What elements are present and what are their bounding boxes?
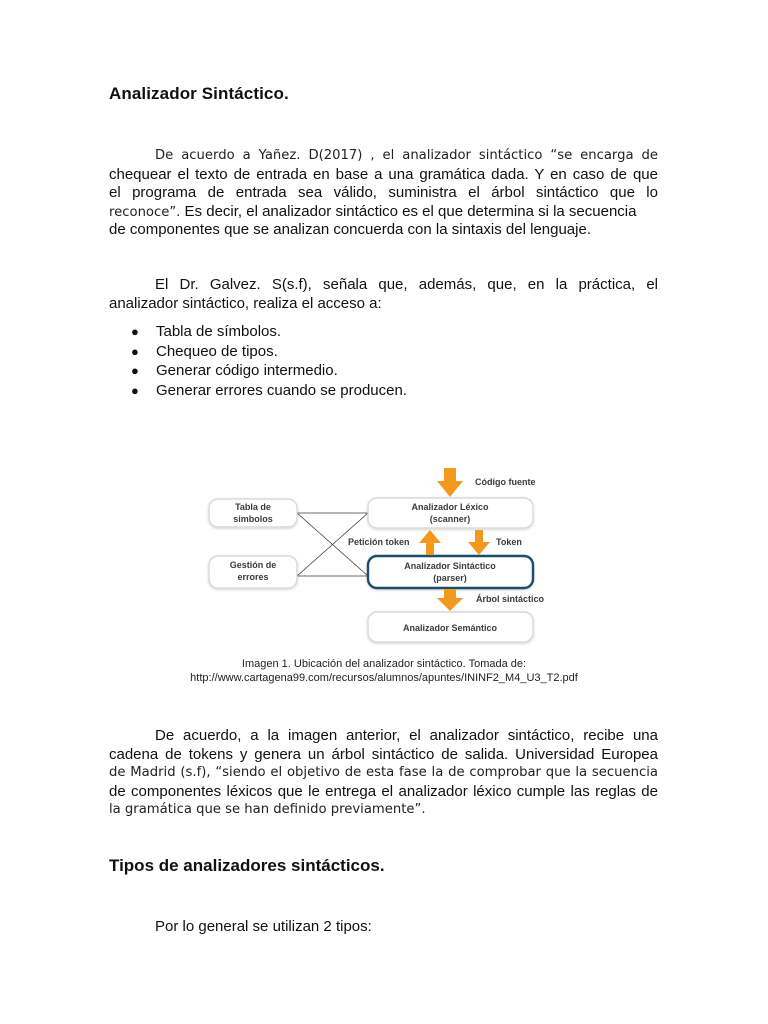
bullet-list [109, 322, 407, 400]
box-label: Analizador Sintáctico [404, 561, 496, 571]
bullet-icon: ● [131, 343, 139, 359]
flow-arrows [419, 468, 490, 611]
paragraph-line: analizador sintáctico, realiza el acceso a: [109, 294, 382, 312]
box-analizador-sintactico [368, 556, 533, 588]
paragraph-line: De acuerdo a Yañez. D(2017) , el analizador sintáctico “se encarga de [155, 148, 658, 163]
list-item: ● Tabla de símbolos. [131, 323, 282, 340]
arrow-down-icon [468, 530, 490, 555]
paragraph-galvez [109, 276, 658, 313]
arrow-down-icon [437, 589, 463, 611]
label-token: Token [496, 537, 522, 547]
box-tabla-simbolos [209, 499, 297, 527]
list-item: ● Generar errores cuando se producen. [131, 381, 407, 399]
bullet-icon: ● [131, 382, 139, 398]
parser-diagram [200, 464, 560, 650]
bullet-icon: ● [131, 363, 139, 379]
page-title: Analizador Sintáctico. [109, 84, 289, 103]
paragraph-line: de Madrid (s.f), “siendo el objetivo de esta fase la de comprobar que la secuencia [109, 765, 658, 781]
paragraph-line: chequear el texto de entrada en base a una gramática dada. Y en caso de que [109, 165, 658, 183]
box-gestion-errores [209, 556, 297, 588]
box-label: errores [237, 572, 269, 582]
arrow-down-icon [437, 468, 463, 497]
label-arbol-sintactico: Árbol sintáctico [476, 594, 545, 604]
paragraph-analysis [109, 727, 658, 820]
paragraph-line: De acuerdo, a la imagen anterior, el analizador sintáctico, recibe una [155, 727, 658, 744]
quote-continuation: Es decir, el analizador sintáctico es el que determina si la secuencia [180, 202, 637, 220]
box-label: (scanner) [429, 514, 471, 524]
paragraph-line: de componentes léxicos que le entrega el analizador léxico cumple las reglas de [109, 782, 658, 800]
label-peticion-token: Petición token [348, 537, 410, 547]
paragraph-line [109, 203, 658, 222]
figure-caption-url: http://www.cartagena99.com/recursos/alumnos/apuntes/ININF2_M4_U3_T2.pdf [190, 672, 578, 684]
figure-caption: Imagen 1. Ubicación del analizador sintáctico. Tomada de: [241, 658, 527, 670]
list-item: ● Chequeo de tipos. [131, 342, 278, 360]
section-heading: Tipos de analizadores sintácticos. [109, 856, 385, 875]
paragraph-types: Por lo general se utilizan 2 tipos: [155, 918, 372, 935]
paragraph-line: cadena de tokens y genera un árbol sintáctico de salida. Universidad Europea [109, 745, 658, 763]
box-label: Gestión de [229, 560, 277, 570]
label-codigo-fuente: Código fuente [475, 477, 536, 487]
paragraph-definition [109, 147, 658, 240]
box-label: Tabla de [235, 502, 271, 512]
paragraph-line: de componentes que se analizan concuerda con la sintaxis del lenguaje. [109, 221, 591, 239]
box-analizador-semantico [368, 612, 533, 642]
paragraph-line: la gramática que se han definido previamente”. [109, 802, 426, 818]
box-label: Analizador Semántico [402, 623, 498, 633]
box-label: Analizador Léxico [411, 502, 489, 512]
quote-end: reconoce”. [109, 204, 181, 220]
paragraph-line: El Dr. Galvez. S(s.f), señala que, además, que, en la práctica, el [155, 276, 658, 293]
bullet-icon: ● [131, 324, 139, 339]
arrow-up-icon [419, 530, 441, 555]
list-item: ● Generar código intermedio. [131, 362, 338, 380]
box-label: simbolos [233, 514, 273, 524]
box-analizador-lexico [368, 498, 533, 528]
box-label: (parser) [433, 573, 467, 583]
paragraph-line: el programa de entrada sea válido, suministra el árbol sintáctico que lo [109, 184, 658, 202]
